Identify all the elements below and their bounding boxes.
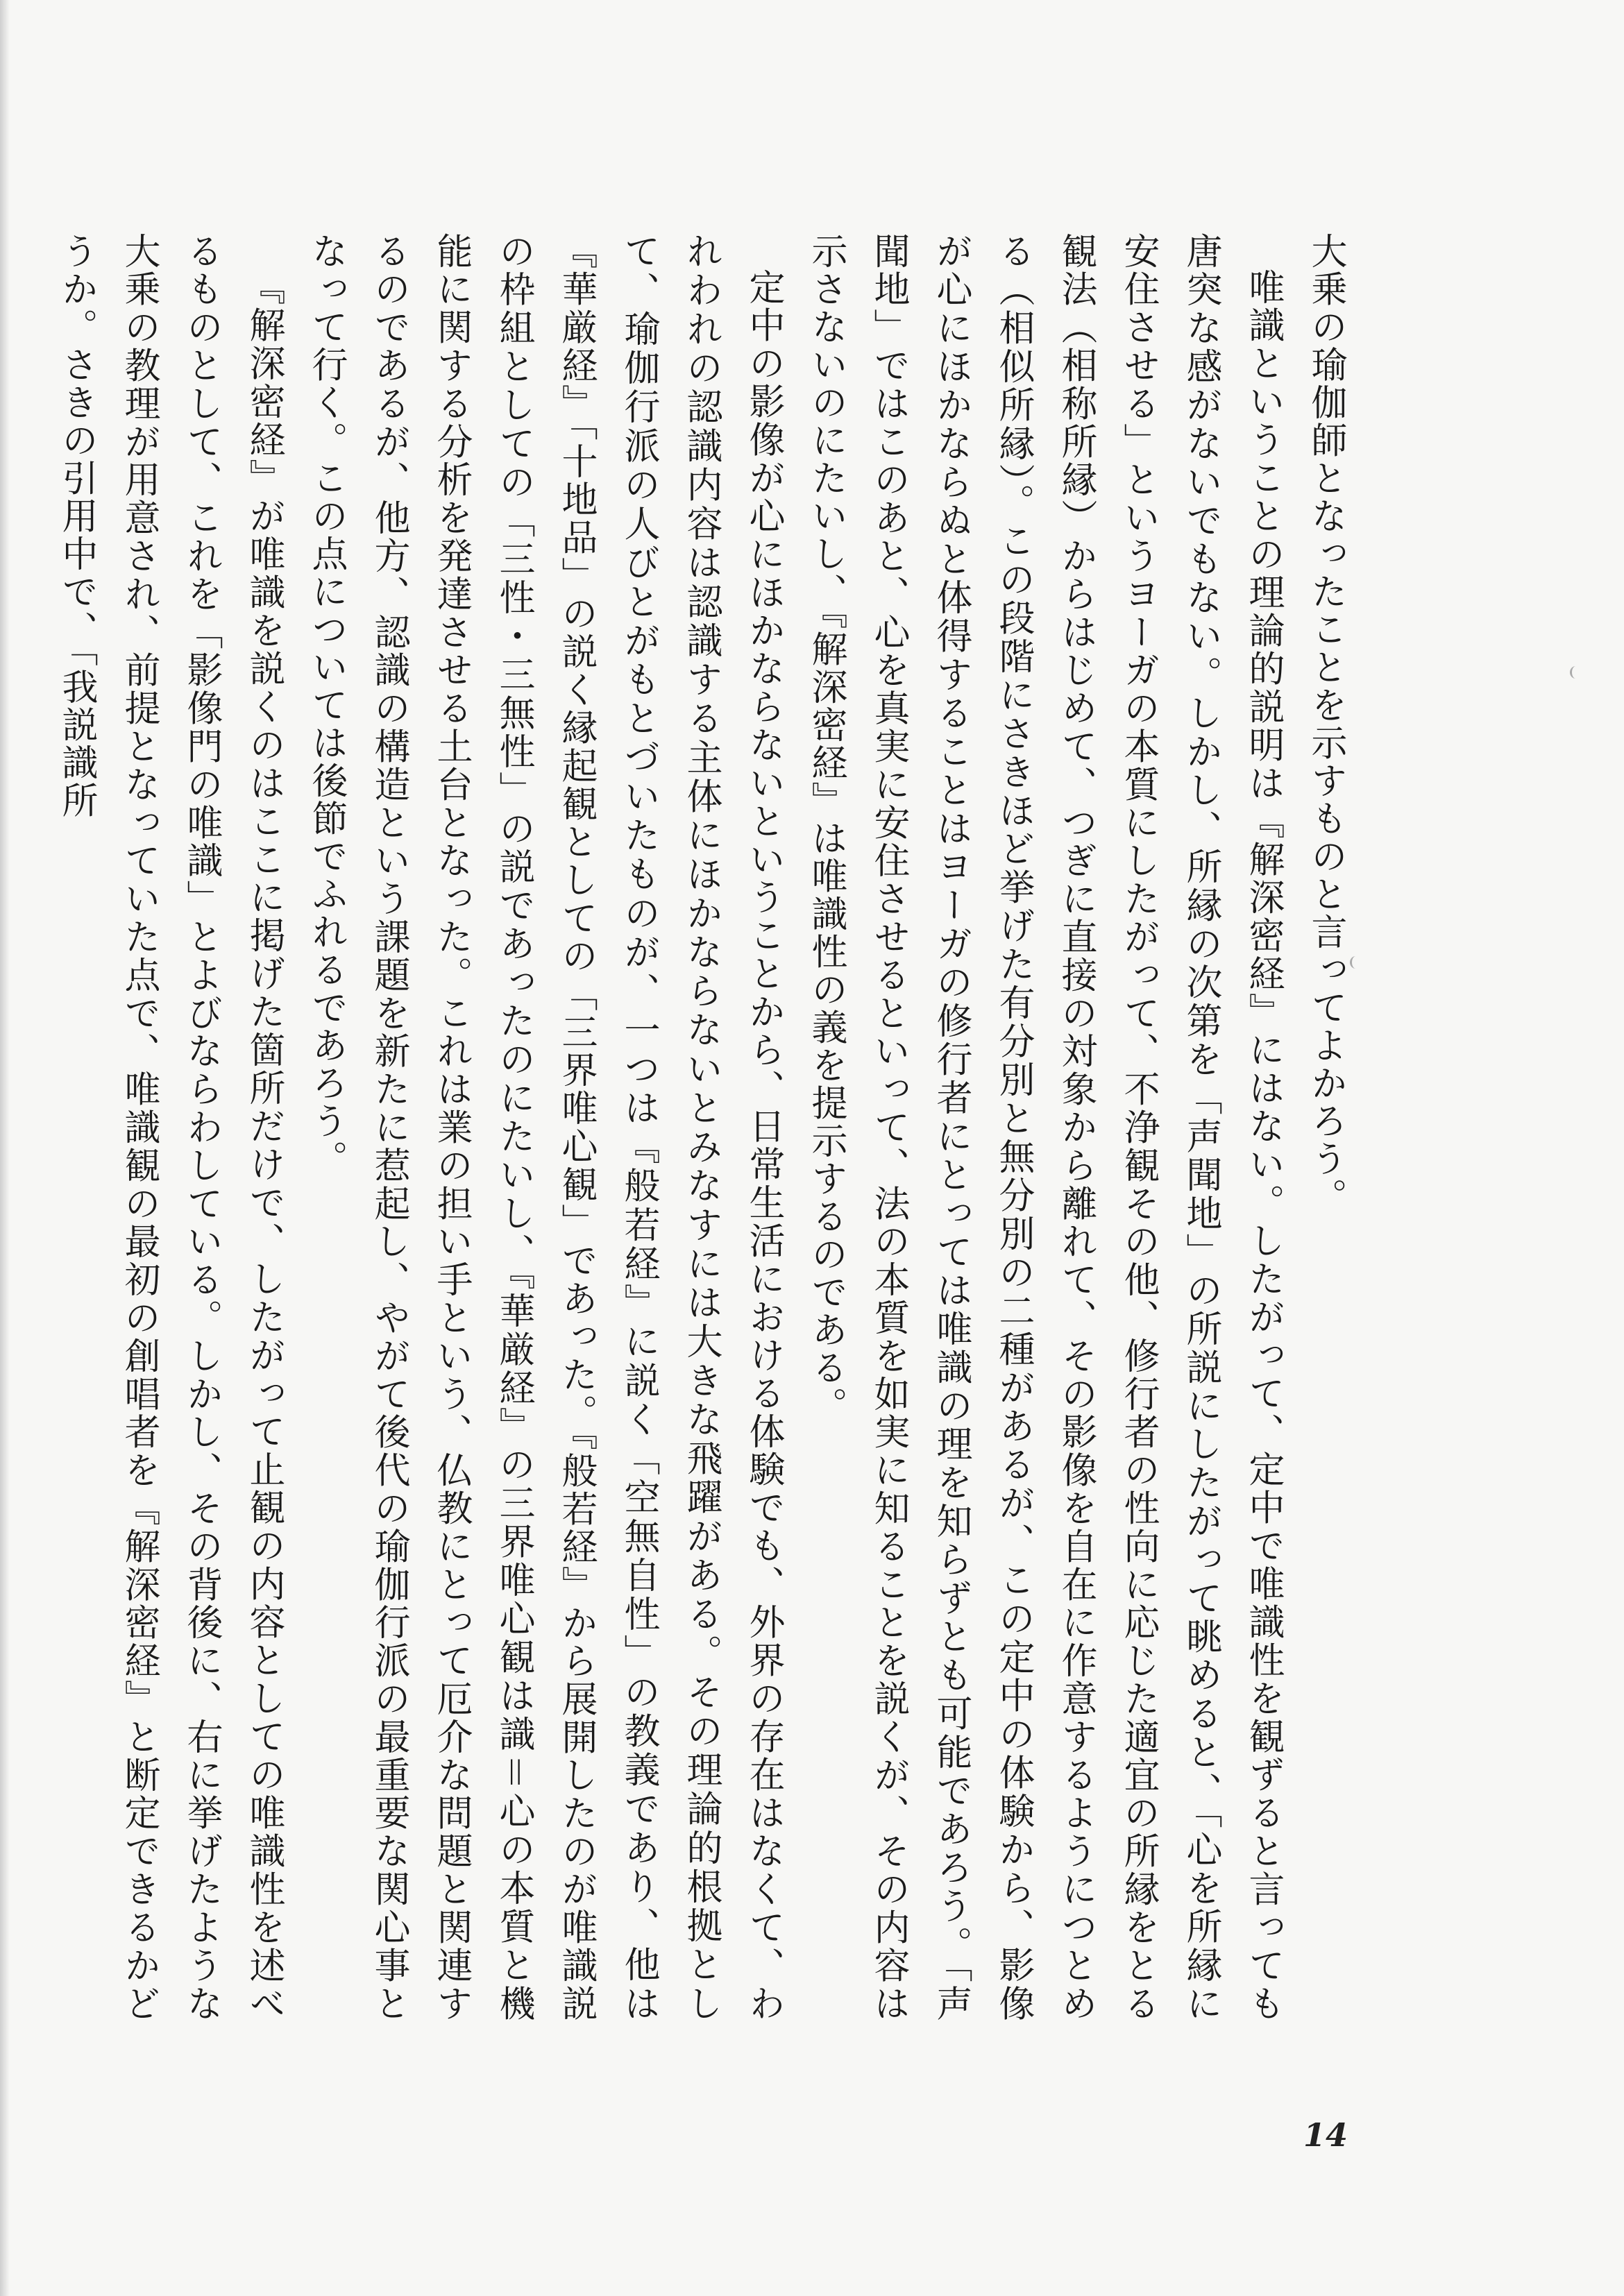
paragraph: 唯識ということの理論的説明は『解深密経』にはない。したがって、定中で唯識性を観ずると言っても唐突な感がないでもない。しかし、所縁の次第を「声聞地」の所説にしたがって眺めると、「心を所縁に安住させる」というヨーガの本質にしたがって、不浄観その他、修行者の性向に応じた適宜の所縁をとる観法（相称所縁）からはじめて、つぎに直接の対象から離れて、その影像を自在に作意するようにつとめる（相似所縁）。この段階にさきほど挙げた有分別と無分別の二種があるが、この定中の体験から、影像が心にほかならぬと体得することはヨーガの修行者にとっては唯識の理を知らずとも可能であろう。「声聞地」ではこのあと、心を真実に安住させるといって、法の本質を如実に知ることを説くが、その内容は示さないのにたいし、『解深密経』は唯識性の義を提示するのである。 (805, 232, 1284, 2023)
scan-edge (0, 0, 10, 2296)
paper-speck (1350, 956, 1362, 969)
paper-speck (1570, 666, 1582, 679)
paragraph: 定中の影像が心にほかならないということから、日常生活における体験でも、外界の存在はなくて、われわれの認識内容は認識する主体にほかならないとみなすには大きな飛躍がある。その理論的根拠として、瑜伽行派の人びとがもとづいたものが、一つは『般若経』に説く「空無自性」の教義であり、他は『華厳経』「十地品」の説く縁起観としての「三界唯心観」であった。『般若経』から展開したのが唯識説の枠組としての「三性・三無性」の説であったのにたいし、『華厳経』の三界唯心観は識＝心の本質と機能に関する分析を発達させる土台となった。これは業の担い手という、仏教にとって厄介な問題と関連するのであるが、他方、認識の構造という課題を新たに惹起し、やがて後代の瑜伽行派の最重要な関心事となって行く。この点については後節でふれるであろう。 (305, 232, 784, 2023)
body-text (56, 232, 1357, 2023)
page-number: 14 (1303, 2116, 1348, 2154)
paragraph: 大乗の瑜伽師となったことを示すものと言ってよかろう。 (1305, 232, 1346, 1216)
paragraph: 『解深密経』が唯識を説くのはここに掲げた箇所だけで、したがって止観の内容としての唯識性を述べるものとして、これを「影像門の唯識」とよびならわしている。しかし、その背後に、右に挙げたような大乗の教理が用意され、前提となっていた点で、唯識観の最初の創唱者を『解深密経』と断定できるかどうか。さきの引用中で、「我説識所 (56, 232, 285, 2023)
